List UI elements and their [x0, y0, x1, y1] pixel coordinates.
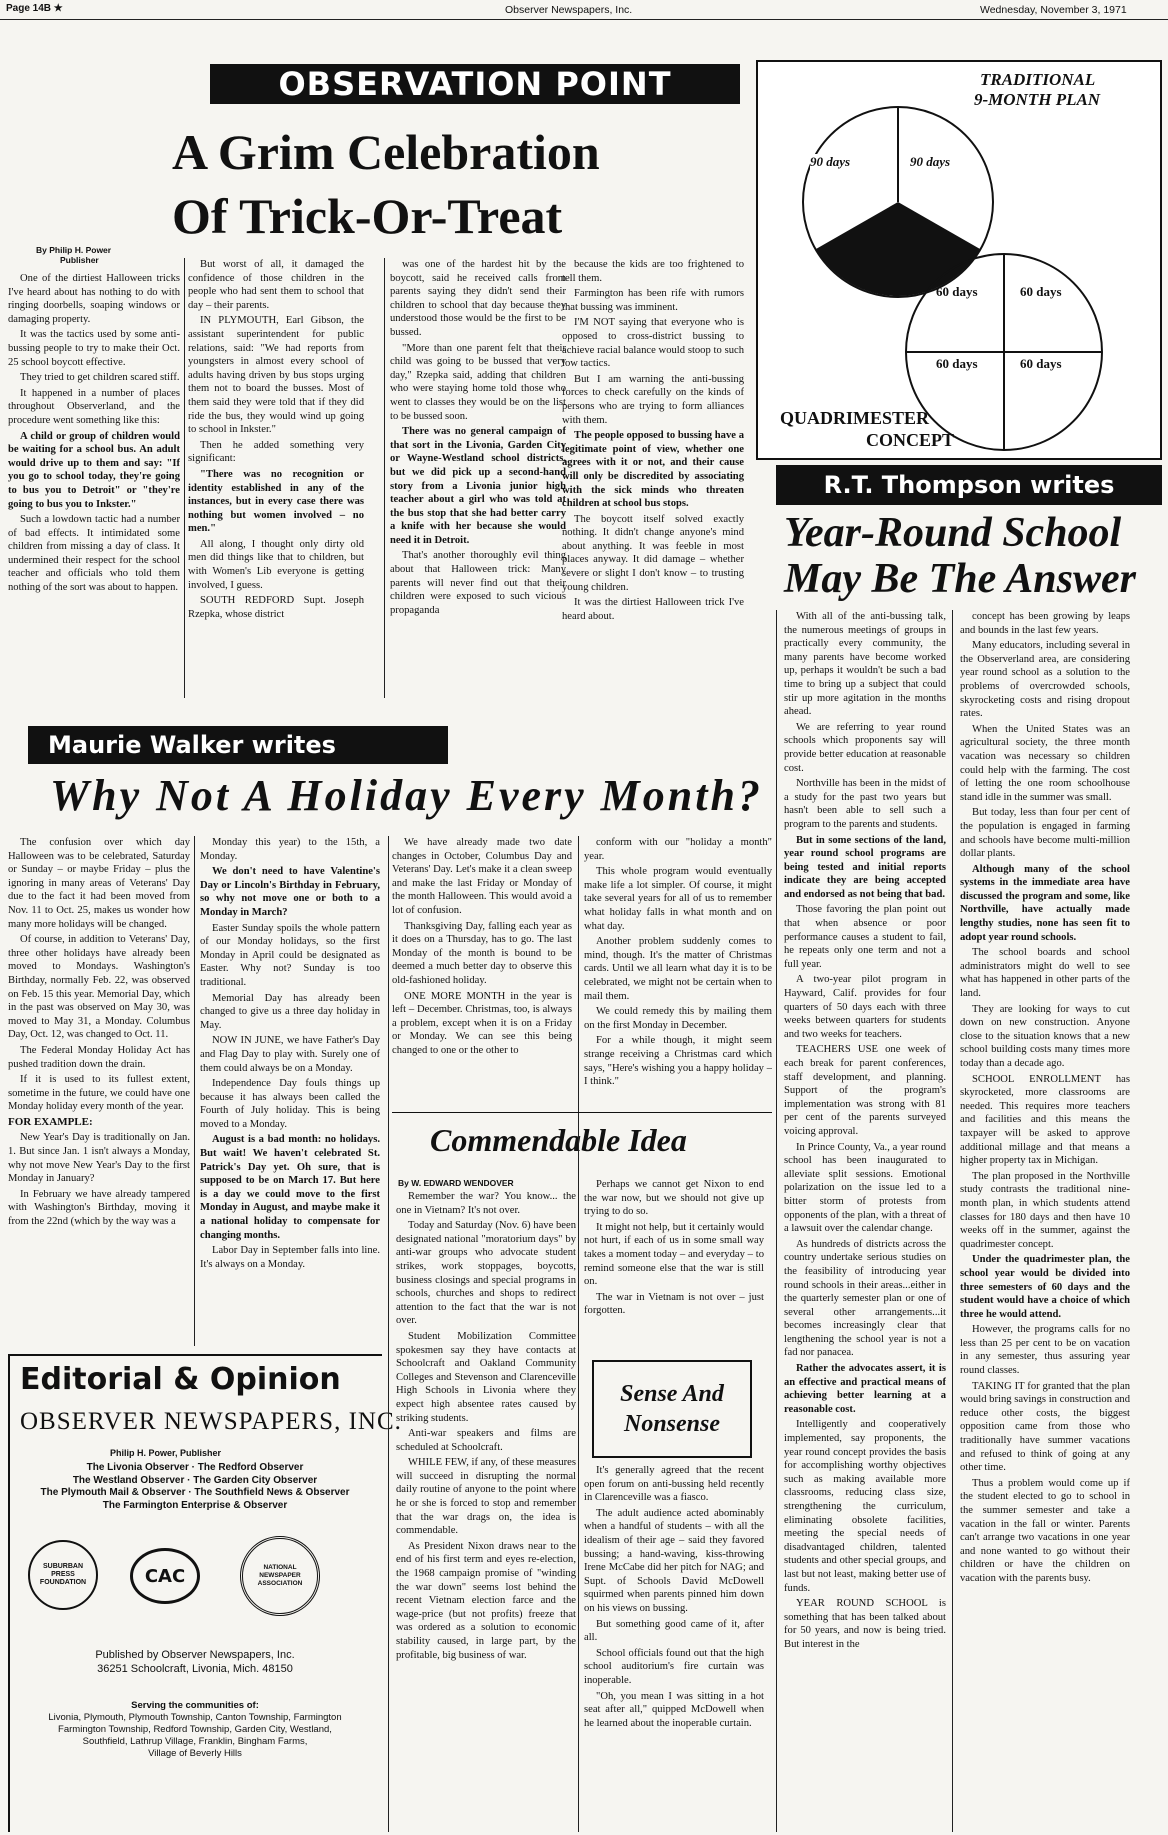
cac-logo: CAC [130, 1548, 200, 1604]
thompson-banner: R.T. Thompson writes [776, 465, 1162, 505]
observation-column-3: was one of the hardest hit by the boycott, said he received calls from parents saying they didn't send their children to school that day because they understood those would be the first to be bussed. "More than one parent felt that their child was going to be bussed that very day," Rzepka said, adding that children who were staying home told those who went to classes they would be on the list to be bussed soon. There was no general campaign of that sort in the Livonia, Garden City or Wayne-Westland school districts, but we did pick up a second-hand story from a Livonia junior high teacher about a girl who was told at the bus stop that she had better carry a knife with her because she would need it in Detroit. That's another thoroughly evil thing about that Halloween trick: Many parents will never find out that their children were exposed to such vicious propaganda [390, 259, 566, 616]
rule-obs-2 [384, 258, 385, 698]
commendable-column-1: Remember the war? You know... the one in Vietnam? It's not over. Today and Saturday (Nov. 6) have been designated national "moratorium days" by anti-war groups who advocate student strikes, work stoppages, boycotts, business closings and special programs in schools, churches and shops to redirect attention to the fact that the war is not over. Student Mobilization Committee spokesmen say they have contacts at Schoolcraft and Oakland Community Colleges and Stevenson and Clarenceville High Schools in Livonia where they expect high absentee rates caused by striking students. Anti-war speakers and films are scheduled at Schoolcraft. WHILE FEW, if any, of these measures will succeed in disrupting the normal daily routine of anyone to the point where he or she is forced to stop and remember that the war drags on, the idea is commendable. As President Nixon draws near to the end of his first term and eyes re-election, the 1968 campaign promise of "winding the war down" seems lost behind the recent Vietnam election farce and the wage-price (but not profits) freeze that was ordered as a solution to economic stability caused, in large part, by the profitable, big business of war. [396, 1191, 576, 1661]
pie-summer-wedge [816, 202, 980, 249]
national-newspaper-logo: NATIONAL NEWSPAPER ASSOCIATION [240, 1536, 320, 1616]
thompson-column-2: concept has been growing by leaps and bounds in the last few years. Many educators, including several in the Observerland area, are considering year round school as a solution to the problems of overcrowded schools, skyrocketing costs and rising dropout rates. When the United States was an agricultural society, the three month vacation was necessary so children could help with the farming. The cost of letting the one room schoolhouse stand idle in the summer was small. But today, less than four per cent of the population is engaged in farming and schools have become multi-million dollar plants. Although many of the school systems in the immediate area have discussed the program and some, like Northville, have actually made lengthy studies, none has seen fit to adopt year round schools. The school boards and school administrators might do well to see what has happened in other parts of the land. They are looking for ways to cut down on new construction. Anyone close to the situation knows that a new school building costs many times more today than a decade ago. SCHOOL ENROLLMENT has skyrocketed, more classrooms are needed. This requires more teachers and facilities and this means the taxpayer will be asked to approve additional millage and that means a higher property tax in Michigan. The plan proposed in the Northville study contrasts the traditional nine-month plan, in which students attend classes for 180 days and then have 10 weeks off in the summer, against the quadrimester concept. Under the quadrimester plan, the school year would be divided into three semesters of 60 days and the student would have a choice of which three he would attend. However, the programs calls for no less than 25 per cent to be on vacation in any semester, thus assuring year round classes. TAKING IT for granted that the plan would bring savings in construction and reduce other costs, the biggest opposition came from those who traditionally have summer vacations and refused to think of going at any other time. Thus a problem would come up if the student elected to go to school in the summer semester and take a vacation in the fall or winter. Parents can't arrange two vacations in one year and none wanted to go without their children or have the children on vacation with the parents busy. [960, 611, 1130, 1584]
editorial-publisher: Philip H. Power, Publisher [110, 1448, 222, 1458]
masthead-date: Wednesday, November 3, 1971 [980, 4, 1127, 16]
suburban-press-logo: SUBURBAN PRESS FOUNDATION [28, 1540, 98, 1610]
editorial-communities: Serving the communities of: Livonia, Plymouth, Plymouth Township, Canton Township, Farmington Farmington Township, Redford Township, Garden City, Westland, Southfield, Lathrup Village, Franklin, Bingham Farms, Village of Beverly Hills [48, 1700, 342, 1759]
quad-label-4: 60 days [1020, 356, 1062, 371]
walker-banner: Maurie Walker writes [28, 726, 448, 764]
masthead-publisher: Observer Newspapers, Inc. [505, 4, 633, 16]
quad-label-3: 60 days [936, 356, 978, 371]
page-number: Page 14B ★ [6, 3, 63, 14]
sense-column: It's generally agreed that the recent open forum on anti-bussing held recently in Clarenceville was a fiasco. The adult audience acted abominably when a handful of students – with all the idealism of their age – said they favored bussing; a hand-waving, kiss-throwing Irene McCabe did her pitch for NAG; and Supt. of Schools David McDowell squirmed when parents pinned him down on his views on bussing. But something good came of it, after all. School officials found out that the high school auditorium's fire curtain was inoperable. "Oh, you mean I was sitting in a hot seat after all," quipped McDowell when he learned about the inoperable curtain. [584, 1465, 764, 1729]
plan-title-line2: 9-MONTH PLAN [974, 90, 1101, 109]
editorial-banner: Editorial & Opinion [20, 1362, 341, 1397]
rule-walker-2 [388, 836, 389, 1832]
commendable-byline: By W. EDWARD WENDOVER [398, 1178, 514, 1188]
sense-headline-line1: Sense And [620, 1381, 724, 1407]
pie-label-90-days-left: 90 days [810, 154, 851, 169]
rule-thompson-1 [776, 610, 777, 1832]
walker-column-4: conform with our "holiday a month" year. This whole program would eventually make life a lot simpler. Of course, it might take several years for all of us to remember what holiday falls in what month and on what day. Another problem suddenly comes to mind, though. It's the matter of Christmas cards. Until we all learn what day it is to be celebrated, we might not be certain when to mail them. We could remedy this by mailing them on the first Monday in December. For a while though, it might seem strange receiving a Christmas card which says, "Here's wishing you a happy holiday – I think." [584, 837, 772, 1088]
thompson-headline-line2: May Be The Answer [784, 556, 1136, 602]
observation-column-1: One of the dirtiest Halloween tricks I've heard about has nothing to do with ringing doorbells, soaping windows or damaging property. It was the tactics used by some anti-bussing people to try to make their Oct. 25 school boycott effective. They tried to get children scared stiff. It happened in a number of places throughout Observerland, and the procedure went something like this: A child or group of children would be waiting for a school bus. An adult would drive up to them and say: "If you go to school today, they're going to bus you to Detroit" or "they're going to bus you to Inkster." Such a lowdown tactic had a number of bad effects. It intimidated some children from missing a day of class. It undermined their respect for the school teacher and officials who told them nothing of the sort was about to happen. [8, 273, 180, 594]
observation-banner: OBSERVATION POINT [210, 64, 740, 104]
walker-column-2: Monday this year) to the 15th, a Monday. We don't need to have Valentine's Day or Lincoln's Birthday in February, so why not move one or both to a Monday in March? Easter Sunday spoils the whole pattern of our Monday holidays, so the first Monday in April could be designated as Easter. Why not? Sunday is too traditional. Memorial Day has already been changed to give us a three day holiday in May. NOW IN JUNE, we have Father's Day and Flag Day to play with. Surely one of them could always be on a Monday. Independence Day fouls things up because it has always been called the Fourth of July holiday. This is being moved to a Monday. August is a bad month: no holidays. But wait! We haven't celebrated St. Patrick's Day yet. Oh sure, that is supposed to be on March 17. But here is a day we could move to the first Monday in August, and maybe make it a national holiday to compensate for changing months. Labor Day in September falls into line. It's always on a Monday. [200, 837, 380, 1270]
commendable-column-2: Perhaps we cannot get Nixon to end the war now, but we should not give up trying to do so. It might not help, but it certainly would not hurt, if each of us in some small way takes a moment today – and everyday – to remind someone else that the war is still on. The war in Vietnam is not over – just forgotten. [584, 1179, 764, 1317]
commendable-headline: Commendable Idea [430, 1122, 687, 1158]
school-plan-diagram [756, 60, 1162, 460]
observation-headline-line2: Of Trick-Or-Treat [172, 188, 563, 244]
rule-walker-1 [194, 836, 195, 1346]
masthead-rule [0, 19, 1168, 20]
observation-column-2: But worst of all, it damaged the confidence of those children in the people who had sent them to school that day – their parents. IN PLYMOUTH, Earl Gibson, the assistant superintendent for public relations, said: "We had reports from youngsters in almost every school of adults having driven by bus stops urging them not to board the busses. Most of them said they were told that if they did ride the bus, they would wind up going to school in Inkster." Then he added something very significant: "There was no recognition or identity established in any of the instances, but in every case there was nothing but women involved – no men." All along, I thought only dirty old men did things like that to children, but with Women's Lib everyone is getting involved, I guess. SOUTH REDFORD Supt. Joseph Rzepka, whose district [188, 259, 364, 620]
rule-walker-bottom [392, 1112, 772, 1113]
pie-label-90-days-right: 90 days [910, 154, 951, 169]
observation-byline: By Philip H. Power Publisher [36, 245, 112, 265]
observation-column-4: because the kids are too frightened to tell them. Farmington has been rife with rumors that bussing was imminent. I'M NOT saying that everyone who is opposed to cross-district bussing to achieve racial balance would stoop to such low tactics. But I am warning the anti-bussing forces to check carefully on the kinds of persons who are trying to form alliances with them. The people opposed to bussing have a legitimate point of view, whether one agrees with it or not, and their cause will only be discredited by associating with the sick minds who threaten children at school bus stops. The boycott itself solved exactly nothing. It didn't change anyone's mind about anything. It was feeble in most places anyway. It did damage – whether severe or slight I don't know – to trusting young children. It was the dirtiest Halloween trick I've heard about. [562, 259, 744, 622]
concept-label-line1: QUADRIMESTER [780, 408, 930, 428]
thompson-headline-line1: Year-Round School [784, 510, 1122, 556]
sense-headline-box [592, 1360, 752, 1458]
rule-obs-1 [184, 258, 185, 698]
walker-headline: Why Not A Holiday Every Month? [50, 771, 763, 820]
concept-label-line2: CONCEPT [866, 430, 955, 450]
editorial-company: OBSERVER NEWSPAPERS, INC. [20, 1408, 402, 1435]
quad-label-1: 60 days [936, 284, 978, 299]
quad-label-2: 60 days [1020, 284, 1062, 299]
walker-column-3: We have already made two date changes in October, Columbus Day and Veterans' Day. Let's make it a clean sweep and make the last Friday or Monday of the month Halloween. This would avoid a lot of confusion. Thanksgiving Day, falling each year as it does on a Thursday, has to go. The last Monday of the month is bound to be deemed a much better day to observe this old-fashioned holiday. ONE MORE MONTH in the year is left – December. Christmas, too, is always a problem, except when it is on a Friday or Monday. We can see this being changed to one or the other to [392, 837, 572, 1056]
editorial-papers: The Livonia Observer · The Redford Observer The Westland Observer · The Garden City Observer The Plymouth Mail & Observer · The Southfield News & Observer The Farmington Enterprise & Observer [40, 1462, 350, 1511]
rule-thompson-2 [952, 610, 953, 1832]
rule-walker-3 [578, 836, 579, 1832]
sense-headline-line2: Nonsense [623, 1411, 720, 1437]
observation-headline-line1: A Grim Celebration [172, 124, 600, 180]
editorial-publisher-address: Published by Observer Newspapers, Inc. 36251 Schoolcraft, Livonia, Mich. 48150 [95, 1649, 295, 1675]
plan-pie-charts [758, 62, 1160, 458]
thompson-column-1: With all of the anti-bussing talk, the numerous meetings of groups in practically every community, the many parents have become worked up, perhaps it wouldn't be such a bad time to bring up a subject that could stir up more agitation in the months ahead. We are referring to year round schools which proponents say will provide better education at reasonable cost. Northville has been in the midst of a study for the past two years but hasn't been able to sell such a program to the parents and students. But in some sections of the land, year round school programs are being tested and initial reports indicate they are being accepted and endorsed as not being that bad. Those favoring the plan point out that when absence or poor performance causes a student to fail, he repeats only one term and not a full year. A two-year pilot program in Hayward, Calif. provides for four quarters of 50 days each with three weeks between quarters for students and two weeks for teachers. TEACHERS USE one week of each break for parent conferences, staff development, and planning. Support of the program's implementation was strong with 81 per cent of the parents surveyed voicing approval. In Prince County, Va., a year round school has been inaugurated to alleviate split sessions. Emotional polarization on the issue led to a bitter storm of protests from opponents of the plan, with a threat of a lawsuit over the calendar change. As hundreds of districts across the country undertake serious studies on the feasibility of introducing year round schools in their areas...either in the quarterly semester plan or one of several other arrangements...it becomes increasingly clear that lengthening the school year is not a fad nor panacea. Rather the advocates assert, it is an effective and practical means of achieving better learning at a reasonable cost. Intelligently and cooperatively implemented, say proponents, the year round concept provides the basis for accomplishing worthy objectives such as making available more classrooms, reducing class size, strengthening the curriculum, eliminating obsolete facilities, meeting the special needs of disadvantaged children, talented students and other special groups, and last but not least, making better use of funds. YEAR ROUND SCHOOL is something that has been talked about for 50 years, and now is being tried. But interest in the [784, 611, 946, 1650]
walker-column-1: The confusion over which day Halloween was to be celebrated, Saturday or Sunday – or maybe Friday – plus the ignoring in many areas of Veterans' Day due to the fact it had been moved from Nov. 11 to Oct. 25, makes us wonder how many more holidays will be changed. Of course, in addition to Veterans' Day, three other holidays have already been moved to Mondays. Washington's Birthday, normally Feb. 22, was observed on Feb. 15 this year. Memorial Day, which in the past was observed on May 30, was moved to May 31, a Monday. Columbus Day, Oct. 12, was changed to Oct. 11. The Federal Monday Holiday Act has pushed tradition down the drain. If it is used to its fullest extent, sometime in the future, we could have one Monday holiday every month of the year. FOR EXAMPLE: New Year's Day is traditionally on Jan. 1. But since Jan. 1 isn't always a Monday, why not move New Year's Day to the first Monday in January? In February we have already tampered with Washington's Birthday, moving it from the 22nd (which by the way was a [8, 837, 190, 1228]
plan-title-line1: TRADITIONAL [980, 70, 1096, 89]
